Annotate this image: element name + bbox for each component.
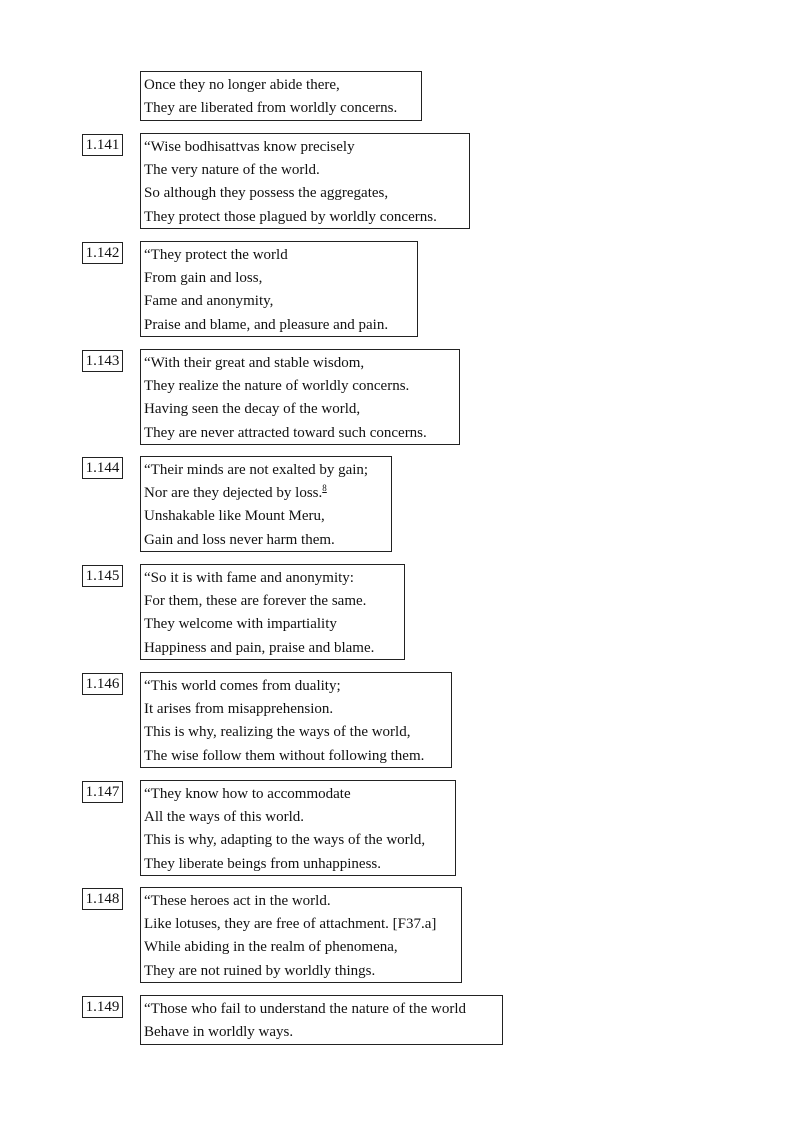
verse-line: “With their great and stable wisdom, [144,355,365,371]
verse-line: “This world comes from duality; [144,678,341,694]
verse-line: The very nature of the world. [144,162,320,179]
verse-text-1-147 [140,780,456,876]
verse-line: They protect those plagued by worldly concerns. [144,208,437,225]
verse-line: “They protect the world [144,247,288,263]
verse-line: They are never attracted toward such concerns. [144,424,427,441]
verse-line: They welcome with impartiality [144,616,337,633]
verse-number: 1.144 [82,457,123,479]
verse-number: 1.145 [82,565,123,587]
verse-line: They liberate beings from unhappiness. [144,855,382,872]
verse-number: 1.142 [82,242,123,264]
verse-number: 1.149 [82,996,123,1018]
verse-line: Having seen the decay of the world, [144,401,361,418]
verse-line [144,482,388,505]
verse-line-text[interactable]: Nor are they dejected by loss. [144,485,323,502]
verse-line: “Those who fail to understand the nature of the world [144,1001,466,1017]
verse-text-1-144 [140,456,392,552]
verse-line: They realize the nature of worldly concerns. [144,378,410,395]
verse-number: 1.146 [82,673,123,695]
verse-number: 1.148 [82,888,123,910]
verse-line: Happiness and pain, praise and blame. [144,639,375,656]
verse-line: Like lotuses, they are free of attachment. [F37.a] [144,916,437,933]
verse-number: 1.143 [82,350,123,372]
verse-line: Behave in worldly ways. [144,1024,294,1041]
verse-line: Praise and blame, and pleasure and pain. [144,316,389,333]
verse-number: 1.147 [82,781,123,803]
verse-line: Gain and loss never harm them. [144,531,335,548]
verse-text-1-143 [140,349,460,445]
verse-text-1-149 [140,995,503,1045]
verse-line: For them, these are forever the same. [144,593,367,610]
verse-line: They are liberated from worldly concerns. [144,100,398,117]
verse-line: Unshakable like Mount Meru, [144,508,325,525]
verse-text-1-146 [140,672,452,768]
verse-line: While abiding in the realm of phenomena, [144,939,398,956]
verse-line: “These heroes act in the world. [144,893,331,909]
verse-line: “Their minds are not exalted by gain; [144,462,369,478]
verse-line: This is why, realizing the ways of the world, [144,724,411,741]
verse-line: “Wise bodhisattvas know precisely [144,139,355,155]
verse-line: “They know how to accommodate [144,786,351,802]
footnote-marker[interactable]: 8 [322,483,327,494]
verse-line: This is why, adapting to the ways of the world, [144,832,426,849]
verse-text-continuation [140,71,422,121]
verse-line: Once they no longer abide there, [144,77,340,93]
verse-line: All the ways of this world. [144,809,304,826]
verse-line: It arises from misapprehension. [144,701,334,718]
verse-line: Fame and anonymity, [144,293,274,310]
verse-text-1-145 [140,564,405,660]
verse-text-1-142 [140,241,418,337]
verse-line: So although they possess the aggregates, [144,185,389,202]
verse-line: “So it is with fame and anonymity: [144,570,354,586]
verse-line: The wise follow them without following them. [144,747,425,764]
verse-line: They are not ruined by worldly things. [144,962,376,979]
verse-number: 1.141 [82,134,123,156]
verse-text-1-148 [140,887,462,983]
verse-text-1-141 [140,133,470,229]
verse-line: From gain and loss, [144,270,263,287]
